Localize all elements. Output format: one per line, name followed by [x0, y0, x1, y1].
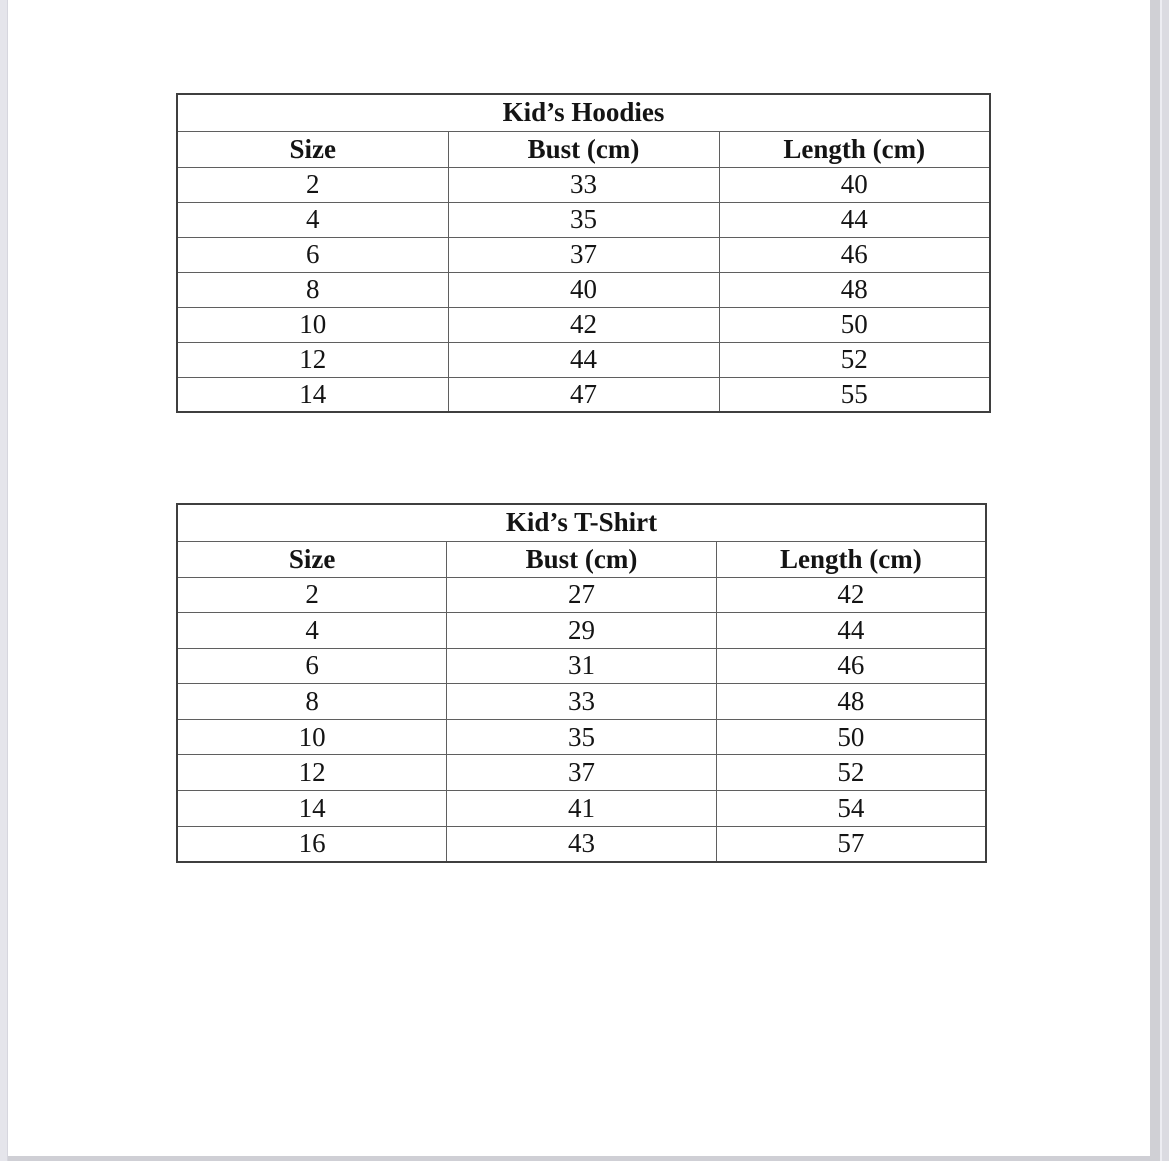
- cell-bust: 47: [448, 377, 719, 412]
- page-edge-right-outer: [1162, 0, 1169, 1161]
- cell-bust: 37: [447, 755, 717, 791]
- cell-length: 48: [719, 272, 990, 307]
- table-row: [177, 613, 986, 649]
- cell-bust: 44: [448, 342, 719, 377]
- table-row: [177, 167, 990, 202]
- cell-bust: 33: [447, 684, 717, 720]
- table-title-hoodies: Kid’s Hoodies: [177, 94, 990, 131]
- tshirt-size-table: [176, 503, 987, 863]
- cell-length: 44: [716, 613, 986, 649]
- table-row: [177, 272, 990, 307]
- cell-bust: 43: [447, 826, 717, 862]
- cell-size: 4: [177, 202, 448, 237]
- cell-length: 52: [716, 755, 986, 791]
- table-title-tshirt: Kid’s T-Shirt: [177, 504, 986, 541]
- column-header-length: Length (cm): [719, 131, 990, 167]
- cell-size: 12: [177, 755, 447, 791]
- cell-length: 42: [716, 577, 986, 613]
- cell-bust: 33: [448, 167, 719, 202]
- cell-size: 8: [177, 684, 447, 720]
- cell-size: 12: [177, 342, 448, 377]
- cell-size: 6: [177, 237, 448, 272]
- page-edge-left: [0, 0, 8, 1161]
- cell-bust: 31: [447, 648, 717, 684]
- cell-length: 57: [716, 826, 986, 862]
- cell-bust: 35: [448, 202, 719, 237]
- column-header-bust: Bust (cm): [448, 131, 719, 167]
- cell-length: 54: [716, 791, 986, 827]
- column-header-bust: Bust (cm): [447, 541, 717, 577]
- table-row: [177, 791, 986, 827]
- table-row: [177, 719, 986, 755]
- cell-size: 2: [177, 167, 448, 202]
- cell-size: 10: [177, 719, 447, 755]
- table-row: [177, 755, 986, 791]
- cell-bust: 35: [447, 719, 717, 755]
- page-edge-right: [1150, 0, 1160, 1161]
- cell-length: 55: [719, 377, 990, 412]
- table-row: [177, 826, 986, 862]
- column-header-size: Size: [177, 541, 447, 577]
- cell-bust: 40: [448, 272, 719, 307]
- cell-bust: 42: [448, 307, 719, 342]
- table-row: [177, 237, 990, 272]
- table-row: [177, 577, 986, 613]
- hoodies-size-table: [176, 93, 991, 413]
- cell-length: 48: [716, 684, 986, 720]
- table-row: [177, 377, 990, 412]
- cell-size: 10: [177, 307, 448, 342]
- cell-length: 52: [719, 342, 990, 377]
- table-row: [177, 648, 986, 684]
- cell-size: 14: [177, 377, 448, 412]
- cell-size: 8: [177, 272, 448, 307]
- cell-length: 50: [716, 719, 986, 755]
- cell-size: 16: [177, 826, 447, 862]
- cell-length: 46: [719, 237, 990, 272]
- cell-bust: 29: [447, 613, 717, 649]
- table-row: [177, 342, 990, 377]
- cell-length: 46: [716, 648, 986, 684]
- column-header-size: Size: [177, 131, 448, 167]
- table-row: [177, 202, 990, 237]
- page-edge-bottom: [0, 1156, 1169, 1161]
- cell-size: 14: [177, 791, 447, 827]
- table-row: [177, 684, 986, 720]
- cell-size: 2: [177, 577, 447, 613]
- cell-bust: 37: [448, 237, 719, 272]
- cell-bust: 41: [447, 791, 717, 827]
- column-header-length: Length (cm): [716, 541, 986, 577]
- cell-bust: 27: [447, 577, 717, 613]
- cell-size: 4: [177, 613, 447, 649]
- cell-length: 40: [719, 167, 990, 202]
- cell-length: 50: [719, 307, 990, 342]
- cell-length: 44: [719, 202, 990, 237]
- table-row: [177, 307, 990, 342]
- cell-size: 6: [177, 648, 447, 684]
